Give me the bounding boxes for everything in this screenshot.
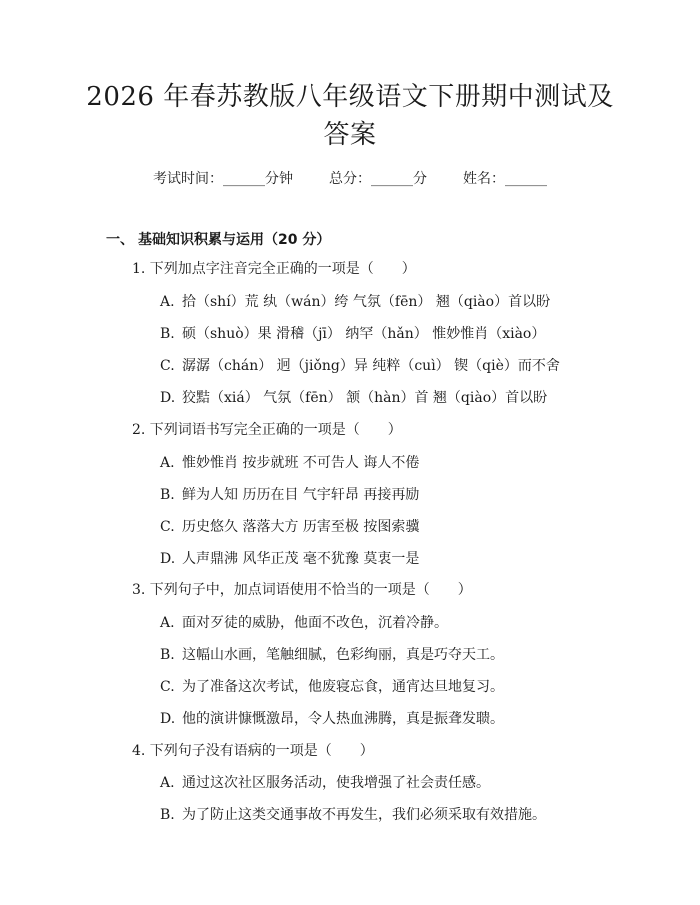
exam-meta <box>0 168 700 188</box>
title-line-1: 2026 年春苏教版八年级语文下册期中测试及 <box>86 82 614 112</box>
question-2: 2. 下列词语书写完全正确的一项是（ ） <box>132 422 402 438</box>
section-title: 基础知识积累与运用（20 分） <box>138 232 331 248</box>
option-text: 拾（shí）荒 纨（wán）绔 气氛（fēn） 翘（qiào）首以盼 <box>182 294 551 310</box>
option-label: C. <box>160 519 175 535</box>
option-text: 这幅山水画，笔触细腻，色彩绚丽，真是巧夺天工。 <box>182 647 504 663</box>
option-2d <box>160 549 419 569</box>
option-2c <box>160 517 419 537</box>
option-text: 为了准备这次考试，他废寝忘食，通宵达旦地复习。 <box>182 679 504 695</box>
option-label: A. <box>160 615 175 631</box>
option-1d <box>160 388 547 408</box>
exam-time: 考试时间：______分钟 <box>153 171 293 187</box>
option-text: 潺潺（chán） 迥（jiǒng）异 纯粹（cuì） 锲（qiè）而不舍 <box>182 358 560 374</box>
option-4b <box>160 805 546 825</box>
student-name: 姓名：______ <box>463 171 547 187</box>
option-label: D. <box>160 390 176 406</box>
option-4a <box>160 773 490 793</box>
page-title <box>60 78 640 154</box>
option-2a <box>160 453 419 473</box>
option-text: 狡黠（xiá） 气氛（fēn） 颔（hàn）首 翘（qiào）首以盼 <box>182 390 548 406</box>
option-3b <box>160 645 504 665</box>
option-label: A. <box>160 455 175 471</box>
option-label: D. <box>160 711 176 727</box>
option-3c <box>160 677 504 697</box>
option-text: 鲜为人知 历历在目 气宇轩昂 再接再励 <box>182 487 420 503</box>
exam-total-score: 总分：______分 <box>329 171 427 187</box>
option-label: C. <box>160 679 175 695</box>
option-label: B. <box>160 807 175 823</box>
section-heading <box>106 229 330 249</box>
option-label: B. <box>160 326 175 342</box>
option-label: A. <box>160 294 175 310</box>
option-text: 人声鼎沸 风华正茂 毫不犹豫 莫衷一是 <box>182 551 420 567</box>
question-3: 3. 下列句子中，加点词语使用不恰当的一项是（ ） <box>132 582 472 598</box>
option-text: 面对歹徒的威胁，他面不改色，沉着冷静。 <box>182 615 448 631</box>
option-label: D. <box>160 551 176 567</box>
option-text: 惟妙惟肖 按步就班 不可告人 诲人不倦 <box>182 455 420 471</box>
option-text: 他的演讲慷慨激昂，令人热血沸腾，真是振聋发聩。 <box>182 711 504 727</box>
option-text: 为了防止这类交通事故不再发生，我们必须采取有效措施。 <box>182 807 546 823</box>
option-label: B. <box>160 647 175 663</box>
question-1: 1. 下列加点字注音完全正确的一项是（ ） <box>132 261 416 277</box>
option-1a <box>160 292 550 312</box>
option-label: A. <box>160 775 175 791</box>
option-1c <box>160 356 560 376</box>
title-line-2: 答案 <box>323 120 377 150</box>
option-text: 历史悠久 落落大方 历害至极 按图索骥 <box>182 519 420 535</box>
section-number: 一、 <box>106 232 134 248</box>
option-2b <box>160 485 419 505</box>
option-text: 通过这次社区服务活动，使我增强了社会责任感。 <box>182 775 490 791</box>
option-text: 硕（shuò）果 滑稽（jī） 纳罕（hǎn） 惟妙惟肖（xiào） <box>182 326 546 342</box>
option-label: C. <box>160 358 175 374</box>
option-1b <box>160 324 545 344</box>
option-label: B. <box>160 487 175 503</box>
option-3a <box>160 613 448 633</box>
option-3d <box>160 709 504 729</box>
question-4: 4. 下列句子没有语病的一项是（ ） <box>132 743 374 759</box>
